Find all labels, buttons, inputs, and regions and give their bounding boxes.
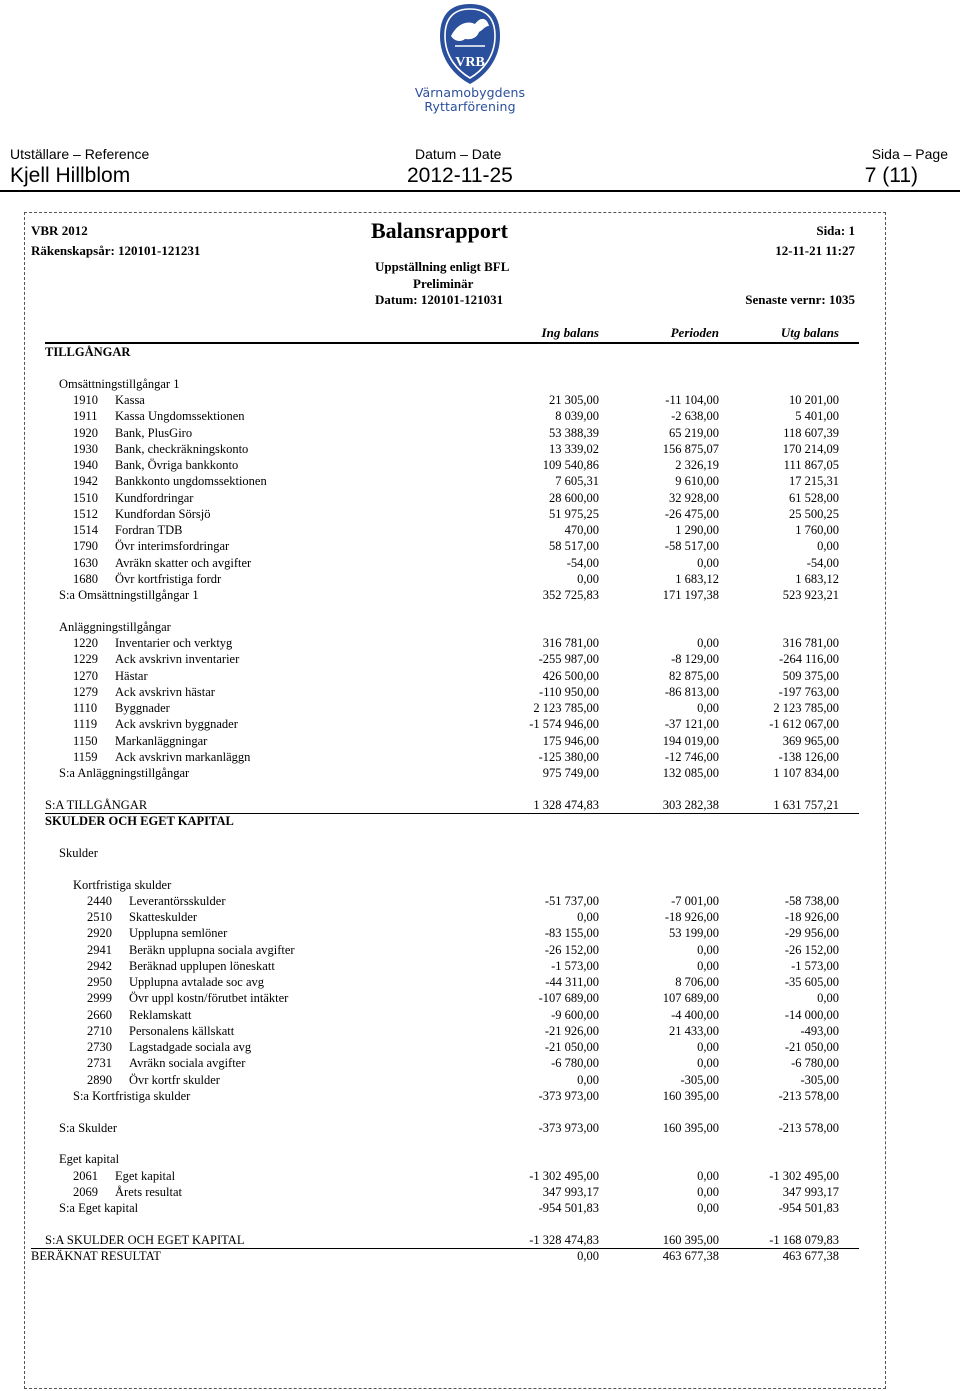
section-title: SKULDER OCH EGET KAPITAL <box>45 814 234 828</box>
account-name: Reklamskatt <box>129 1007 192 1022</box>
opening-balance: 109 540,86 <box>542 458 599 472</box>
period-amount: -7 001,00 <box>671 893 719 908</box>
period-amount: 0,00 <box>697 1056 719 1071</box>
closing-balance: 509 375,00 <box>782 668 839 683</box>
opening-balance: 975 749,00 <box>542 766 599 780</box>
row-spacer <box>25 861 885 877</box>
closing-balance: -21 050,00 <box>784 1040 839 1054</box>
row-spacer <box>25 360 885 376</box>
account-number: 1512 <box>73 506 98 521</box>
account-row <box>25 425 885 441</box>
account-name: Bank, Övriga bankkonto <box>115 458 239 472</box>
account-row <box>25 684 885 700</box>
period-amount: 82 875,00 <box>669 668 719 683</box>
period-amount: 0,00 <box>697 555 719 570</box>
opening-balance: -26 152,00 <box>544 942 599 957</box>
account-row <box>25 716 885 732</box>
col-header-closing: Utg balans <box>780 325 839 340</box>
account-row <box>25 958 885 974</box>
closing-balance: 369 965,00 <box>782 733 839 748</box>
closing-balance: -213 578,00 <box>778 1088 839 1103</box>
account-number: 1270 <box>73 668 98 683</box>
balance-report-page <box>24 212 886 1389</box>
row-spacer <box>25 829 885 845</box>
period-amount: 8 706,00 <box>675 975 719 989</box>
period-amount: 303 282,38 <box>662 797 719 812</box>
account-row <box>25 974 885 990</box>
subtotal-label: S:a Omsättningstillgångar 1 <box>59 588 199 602</box>
period-amount: -37 121,00 <box>664 717 719 732</box>
opening-balance: -6 780,00 <box>551 1056 599 1071</box>
account-row <box>25 538 885 554</box>
closing-balance: 463 677,38 <box>782 1249 839 1263</box>
period-amount: 0,00 <box>697 1184 719 1199</box>
period-amount: 21 433,00 <box>669 1023 719 1038</box>
account-name: Upplupna avtalade soc avg <box>129 975 265 989</box>
opening-balance: 470,00 <box>564 523 599 537</box>
account-number: 1514 <box>73 523 98 537</box>
account-row <box>25 1184 885 1200</box>
date-value: 2012-11-25 <box>407 164 513 187</box>
total-row <box>25 797 885 813</box>
closing-balance: -1 573,00 <box>791 958 839 973</box>
opening-balance: 8 039,00 <box>555 409 599 424</box>
period-amount: 160 395,00 <box>662 1088 719 1103</box>
account-number: 2950 <box>87 975 112 989</box>
account-number: 2942 <box>87 958 112 973</box>
period-amount: 2 326,19 <box>675 458 719 472</box>
account-row <box>25 522 885 538</box>
account-name: Avräkn sociala avgifter <box>129 1056 246 1071</box>
period-amount: 9 610,00 <box>675 474 719 489</box>
account-row <box>25 408 885 424</box>
period-amount: 65 219,00 <box>669 425 719 440</box>
account-name: Beräkn upplupna sociala avgifter <box>129 942 295 957</box>
opening-balance: -125 380,00 <box>538 749 599 764</box>
closing-balance: -18 926,00 <box>784 910 839 924</box>
period-amount: 0,00 <box>697 701 719 715</box>
reference-label: Utställare – Reference <box>10 146 150 162</box>
col-header-period: Perioden <box>670 325 719 340</box>
account-number: 1911 <box>73 409 98 424</box>
company-name: VBR 2012 <box>31 223 88 238</box>
closing-balance: -1 168 079,83 <box>769 1232 839 1247</box>
account-row <box>25 1168 885 1184</box>
account-name: Kassa <box>115 393 145 407</box>
closing-balance: -6 780,00 <box>791 1056 839 1071</box>
opening-balance: -51 737,00 <box>544 893 599 908</box>
closing-balance: 523 923,21 <box>782 588 839 602</box>
opening-balance: -54,00 <box>566 555 599 570</box>
account-row <box>25 506 885 522</box>
opening-balance: -1 302 495,00 <box>529 1168 599 1183</box>
period-amount: 0,00 <box>697 1040 719 1054</box>
account-row <box>25 571 885 587</box>
period-amount: 160 395,00 <box>662 1232 719 1247</box>
subtotal-row <box>25 1200 885 1216</box>
report-date-range: Datum: 120101-121031 <box>375 292 504 307</box>
account-name: Skatteskulder <box>129 910 198 924</box>
account-name: Ack avskrivn hästar <box>115 684 215 699</box>
period-amount: -58 517,00 <box>664 539 719 554</box>
report-subtitle-2: Preliminär <box>413 276 474 291</box>
account-row <box>25 893 885 909</box>
account-name: Markanläggningar <box>115 733 208 748</box>
account-name: Lagstadgade sociala avg <box>129 1040 252 1054</box>
closing-balance: 347 993,17 <box>782 1184 839 1199</box>
group-title: Anläggningstillgångar <box>59 619 171 634</box>
closing-balance: 111 867,05 <box>783 458 839 472</box>
group-title: Omsättningstillgångar 1 <box>59 376 180 391</box>
account-number: 1150 <box>73 733 98 748</box>
org-name-line1: Värnamobygdens <box>414 85 526 100</box>
opening-balance: -44 311,00 <box>545 975 599 989</box>
account-number: 1790 <box>73 539 98 554</box>
period-amount: -12 746,00 <box>664 749 719 764</box>
opening-balance: -373 973,00 <box>538 1088 599 1103</box>
opening-balance: 426 500,00 <box>542 668 599 683</box>
opening-balance: 21 305,00 <box>549 393 599 407</box>
opening-balance: -21 926,00 <box>544 1023 599 1038</box>
account-number: 2920 <box>87 926 112 941</box>
report-timestamp: 12-11-21 11:27 <box>775 243 855 258</box>
account-row <box>25 990 885 1006</box>
closing-balance: -264 116,00 <box>779 652 839 667</box>
account-number: 2731 <box>87 1056 112 1071</box>
latest-voucher: Senaste vernr: 1035 <box>745 292 855 307</box>
account-row <box>25 651 885 667</box>
account-row <box>25 490 885 506</box>
fiscal-year: Räkenskapsår: 120101-121231 <box>31 243 201 258</box>
closing-balance: 316 781,00 <box>782 636 839 650</box>
opening-balance: -255 987,00 <box>538 652 599 667</box>
account-name: Kundfordan Sörsjö <box>115 506 211 521</box>
account-number: 2941 <box>87 942 112 957</box>
closing-balance: 1 631 757,21 <box>773 797 839 812</box>
opening-balance: 58 517,00 <box>549 539 599 554</box>
period-amount: 1 683,12 <box>675 571 719 586</box>
opening-balance: 175 946,00 <box>542 733 599 748</box>
opening-balance: -1 574 946,00 <box>529 717 599 732</box>
account-row <box>25 555 885 571</box>
period-amount: -8 129,00 <box>671 652 719 667</box>
account-row <box>25 473 885 489</box>
organization-logo <box>410 2 530 120</box>
group-title: Eget kapital <box>59 1152 120 1167</box>
period-amount: 463 677,38 <box>662 1249 719 1263</box>
period-amount: -305,00 <box>680 1072 719 1087</box>
opening-balance: 28 600,00 <box>549 490 599 505</box>
subtotal-label: S:a Anläggningstillgångar <box>59 766 190 780</box>
account-row <box>25 635 885 651</box>
account-number: 1920 <box>73 425 98 440</box>
section-title: TILLGÅNGAR <box>45 345 131 359</box>
account-row <box>25 457 885 473</box>
account-row <box>25 392 885 408</box>
account-row <box>25 925 885 941</box>
subtotal-label: S:a Skulder <box>59 1120 117 1135</box>
account-row <box>25 733 885 749</box>
closing-balance: -35 605,00 <box>784 975 839 989</box>
account-number: 2069 <box>73 1184 98 1199</box>
account-name: Årets resultat <box>115 1184 182 1199</box>
account-number: 1910 <box>73 393 98 407</box>
closing-balance: 17 215,31 <box>789 474 839 489</box>
page-label: Sida – Page <box>871 146 948 162</box>
account-number: 1279 <box>73 684 98 699</box>
closing-balance: 0,00 <box>817 991 839 1006</box>
period-amount: 107 689,00 <box>662 991 719 1006</box>
col-header-opening: Ing balans <box>541 325 599 340</box>
account-row <box>25 942 885 958</box>
account-number: 2061 <box>73 1168 98 1183</box>
subtotal-row <box>25 1120 885 1136</box>
account-number: 1110 <box>73 701 98 715</box>
closing-balance: -29 956,00 <box>784 926 839 941</box>
period-amount: 53 199,00 <box>669 926 719 941</box>
group-title: Skulder <box>59 845 98 860</box>
header-divider <box>0 190 960 192</box>
closing-balance: -1 302 495,00 <box>769 1168 839 1183</box>
closing-balance: 10 201,00 <box>789 393 839 407</box>
subtotal-row <box>25 1088 885 1104</box>
account-number: 1930 <box>73 441 98 456</box>
report-rows <box>25 344 885 1264</box>
closing-balance: -954 501,83 <box>778 1201 839 1215</box>
closing-balance: 170 214,09 <box>782 441 839 456</box>
period-amount: 0,00 <box>697 1168 719 1183</box>
account-number: 1942 <box>73 474 98 489</box>
opening-balance: 0,00 <box>577 1249 599 1263</box>
period-amount: 0,00 <box>697 636 719 650</box>
reference-value: Kjell Hillblom <box>10 164 131 187</box>
closing-balance: 1 683,12 <box>795 571 839 586</box>
opening-balance: -83 155,00 <box>544 926 599 941</box>
opening-balance: -107 689,00 <box>538 991 599 1006</box>
period-amount: -86 813,00 <box>664 684 719 699</box>
closing-balance: 2 123 785,00 <box>773 701 839 715</box>
account-number: 2730 <box>87 1040 112 1054</box>
account-number: 2890 <box>87 1072 112 1087</box>
account-number: 1220 <box>73 636 98 650</box>
period-amount: -2 638,00 <box>671 409 719 424</box>
account-row <box>25 441 885 457</box>
account-name: Leverantörsskulder <box>129 893 226 908</box>
account-name: Bank, PlusGiro <box>115 425 193 440</box>
closing-balance: -197 763,00 <box>778 684 839 699</box>
account-name: Hästar <box>115 668 148 683</box>
closing-balance: -26 152,00 <box>784 942 839 957</box>
account-name: Övr kortfr skulder <box>129 1072 220 1087</box>
emblem-monogram: VRB <box>455 55 485 70</box>
account-name: Upplupna semlöner <box>129 926 228 941</box>
opening-balance: 51 975,25 <box>549 506 599 521</box>
opening-balance: -9 600,00 <box>551 1007 599 1022</box>
period-amount: 171 197,38 <box>662 588 719 602</box>
account-number: 2999 <box>87 991 112 1006</box>
account-name: Ack avskrivn byggnader <box>115 717 238 732</box>
account-row <box>25 668 885 684</box>
account-name: Kundfordringar <box>115 490 194 505</box>
opening-balance: 0,00 <box>577 571 599 586</box>
row-spacer <box>25 603 885 619</box>
account-name: Övr interimsfordringar <box>115 539 230 554</box>
opening-balance: 2 123 785,00 <box>533 701 599 715</box>
subtotal-row <box>25 765 885 781</box>
opening-balance: -1 328 474,83 <box>529 1232 599 1247</box>
account-number: 2510 <box>87 910 112 924</box>
group-heading <box>25 376 885 392</box>
opening-balance: 0,00 <box>577 1072 599 1087</box>
period-amount: 160 395,00 <box>662 1120 719 1135</box>
opening-balance: -954 501,83 <box>538 1201 599 1215</box>
closing-balance: 1 107 834,00 <box>773 766 839 780</box>
closing-balance: -213 578,00 <box>778 1120 839 1135</box>
account-name: Övr uppl kostn/förutbet intäkter <box>129 991 289 1006</box>
closing-balance: 118 607,39 <box>783 425 839 440</box>
period-amount: 132 085,00 <box>662 766 719 780</box>
org-name-line2: Ryttarförening <box>424 99 516 114</box>
account-name: Personalens källskatt <box>129 1023 235 1038</box>
account-number: 1229 <box>73 652 98 667</box>
account-number: 1119 <box>73 717 98 732</box>
total-row <box>25 1232 885 1248</box>
group-heading <box>25 845 885 861</box>
closing-balance: -493,00 <box>800 1023 839 1038</box>
subtotal-label: S:a Kortfristiga skulder <box>73 1088 191 1103</box>
account-name: Beräknad upplupen löneskatt <box>129 958 275 973</box>
period-amount: 0,00 <box>697 1201 719 1215</box>
closing-balance: -14 000,00 <box>784 1007 839 1022</box>
opening-balance: 316 781,00 <box>542 636 599 650</box>
account-number: 1510 <box>73 490 98 505</box>
subtotal-label: S:a Eget kapital <box>59 1201 139 1215</box>
account-row <box>25 1055 885 1071</box>
account-name: Eget kapital <box>115 1168 176 1183</box>
period-amount: 32 928,00 <box>669 490 719 505</box>
account-row <box>25 909 885 925</box>
emblem-icon <box>437 2 503 86</box>
opening-balance: -373 973,00 <box>538 1120 599 1135</box>
period-amount: 0,00 <box>697 958 719 973</box>
closing-balance: 1 760,00 <box>795 523 839 537</box>
account-number: 1159 <box>73 749 98 764</box>
account-number: 2440 <box>87 893 112 908</box>
section-heading <box>25 813 885 829</box>
subtotal-row <box>25 587 885 603</box>
account-name: Ack avskrivn markanläggn <box>115 749 251 764</box>
opening-balance: -21 050,00 <box>544 1040 599 1054</box>
closing-balance: 61 528,00 <box>789 490 839 505</box>
account-name: Kassa Ungdomssektionen <box>115 409 245 424</box>
group-heading <box>25 619 885 635</box>
opening-balance: -1 573,00 <box>551 958 599 973</box>
closing-balance: 0,00 <box>817 539 839 554</box>
account-number: 2710 <box>87 1023 112 1038</box>
opening-balance: -110 950,00 <box>539 684 599 699</box>
total-label: S:A SKULDER OCH EGET KAPITAL <box>45 1232 245 1247</box>
account-name: Avräkn skatter och avgifter <box>115 555 252 570</box>
period-amount: 0,00 <box>697 942 719 957</box>
period-amount: 194 019,00 <box>662 733 719 748</box>
closing-balance: 5 401,00 <box>795 409 839 424</box>
section-heading <box>25 344 885 360</box>
period-amount: 156 875,07 <box>662 441 719 456</box>
report-page-number: Sida: 1 <box>816 223 855 238</box>
row-spacer <box>25 1136 885 1152</box>
account-number: 1680 <box>73 571 98 586</box>
closing-balance: -58 738,00 <box>784 893 839 908</box>
account-row <box>25 700 885 716</box>
period-amount: -18 926,00 <box>664 910 719 924</box>
report-subtitle-1: Uppställning enligt BFL <box>375 259 510 274</box>
page-value: 7 (11) <box>864 164 918 187</box>
account-name: Bankkonto ungdomssektionen <box>115 474 267 489</box>
group-heading <box>25 1151 885 1167</box>
account-row <box>25 1039 885 1055</box>
closing-balance: 25 500,25 <box>789 506 839 521</box>
opening-balance: 13 339,02 <box>549 441 599 456</box>
closing-balance: -54,00 <box>806 555 839 570</box>
row-spacer <box>25 1104 885 1120</box>
account-name: Övr kortfristiga fordr <box>115 571 222 586</box>
total-label: S:A TILLGÅNGAR <box>45 797 148 812</box>
account-row <box>25 1023 885 1039</box>
opening-balance: 0,00 <box>577 910 599 924</box>
account-number: 1630 <box>73 555 98 570</box>
opening-balance: 7 605,31 <box>555 474 599 489</box>
account-name: Bank, checkräkningskonto <box>115 441 249 456</box>
row-spacer <box>25 1216 885 1232</box>
report-title: Balansrapport <box>371 218 508 243</box>
account-name: Inventarier och verktyg <box>115 636 233 650</box>
period-amount: -11 104,00 <box>665 393 719 407</box>
opening-balance: 347 993,17 <box>542 1184 599 1199</box>
opening-balance: 352 725,83 <box>542 588 599 602</box>
result-label: BERÄKNAT RESULTAT <box>31 1249 161 1263</box>
subgroup-heading <box>25 877 885 893</box>
subgroup-title: Kortfristiga skulder <box>73 877 172 892</box>
account-row <box>25 749 885 765</box>
account-row <box>25 1007 885 1023</box>
account-number: 1940 <box>73 458 98 472</box>
opening-balance: 1 328 474,83 <box>533 797 599 812</box>
date-label: Datum – Date <box>415 146 502 162</box>
row-spacer <box>25 781 885 797</box>
opening-balance: 53 388,39 <box>549 425 599 440</box>
closing-balance: -305,00 <box>800 1072 839 1087</box>
closing-balance: -138 126,00 <box>778 749 839 764</box>
account-name: Byggnader <box>115 701 170 715</box>
account-number: 2660 <box>87 1007 112 1022</box>
period-amount: -4 400,00 <box>671 1007 719 1022</box>
account-name: Ack avskrivn inventarier <box>115 652 240 667</box>
account-row <box>25 1072 885 1088</box>
closing-balance: -1 612 067,00 <box>769 717 839 732</box>
period-amount: -26 475,00 <box>664 506 719 521</box>
period-amount: 1 290,00 <box>675 523 719 537</box>
account-name: Fordran TDB <box>115 523 183 537</box>
result-row <box>25 1248 885 1264</box>
